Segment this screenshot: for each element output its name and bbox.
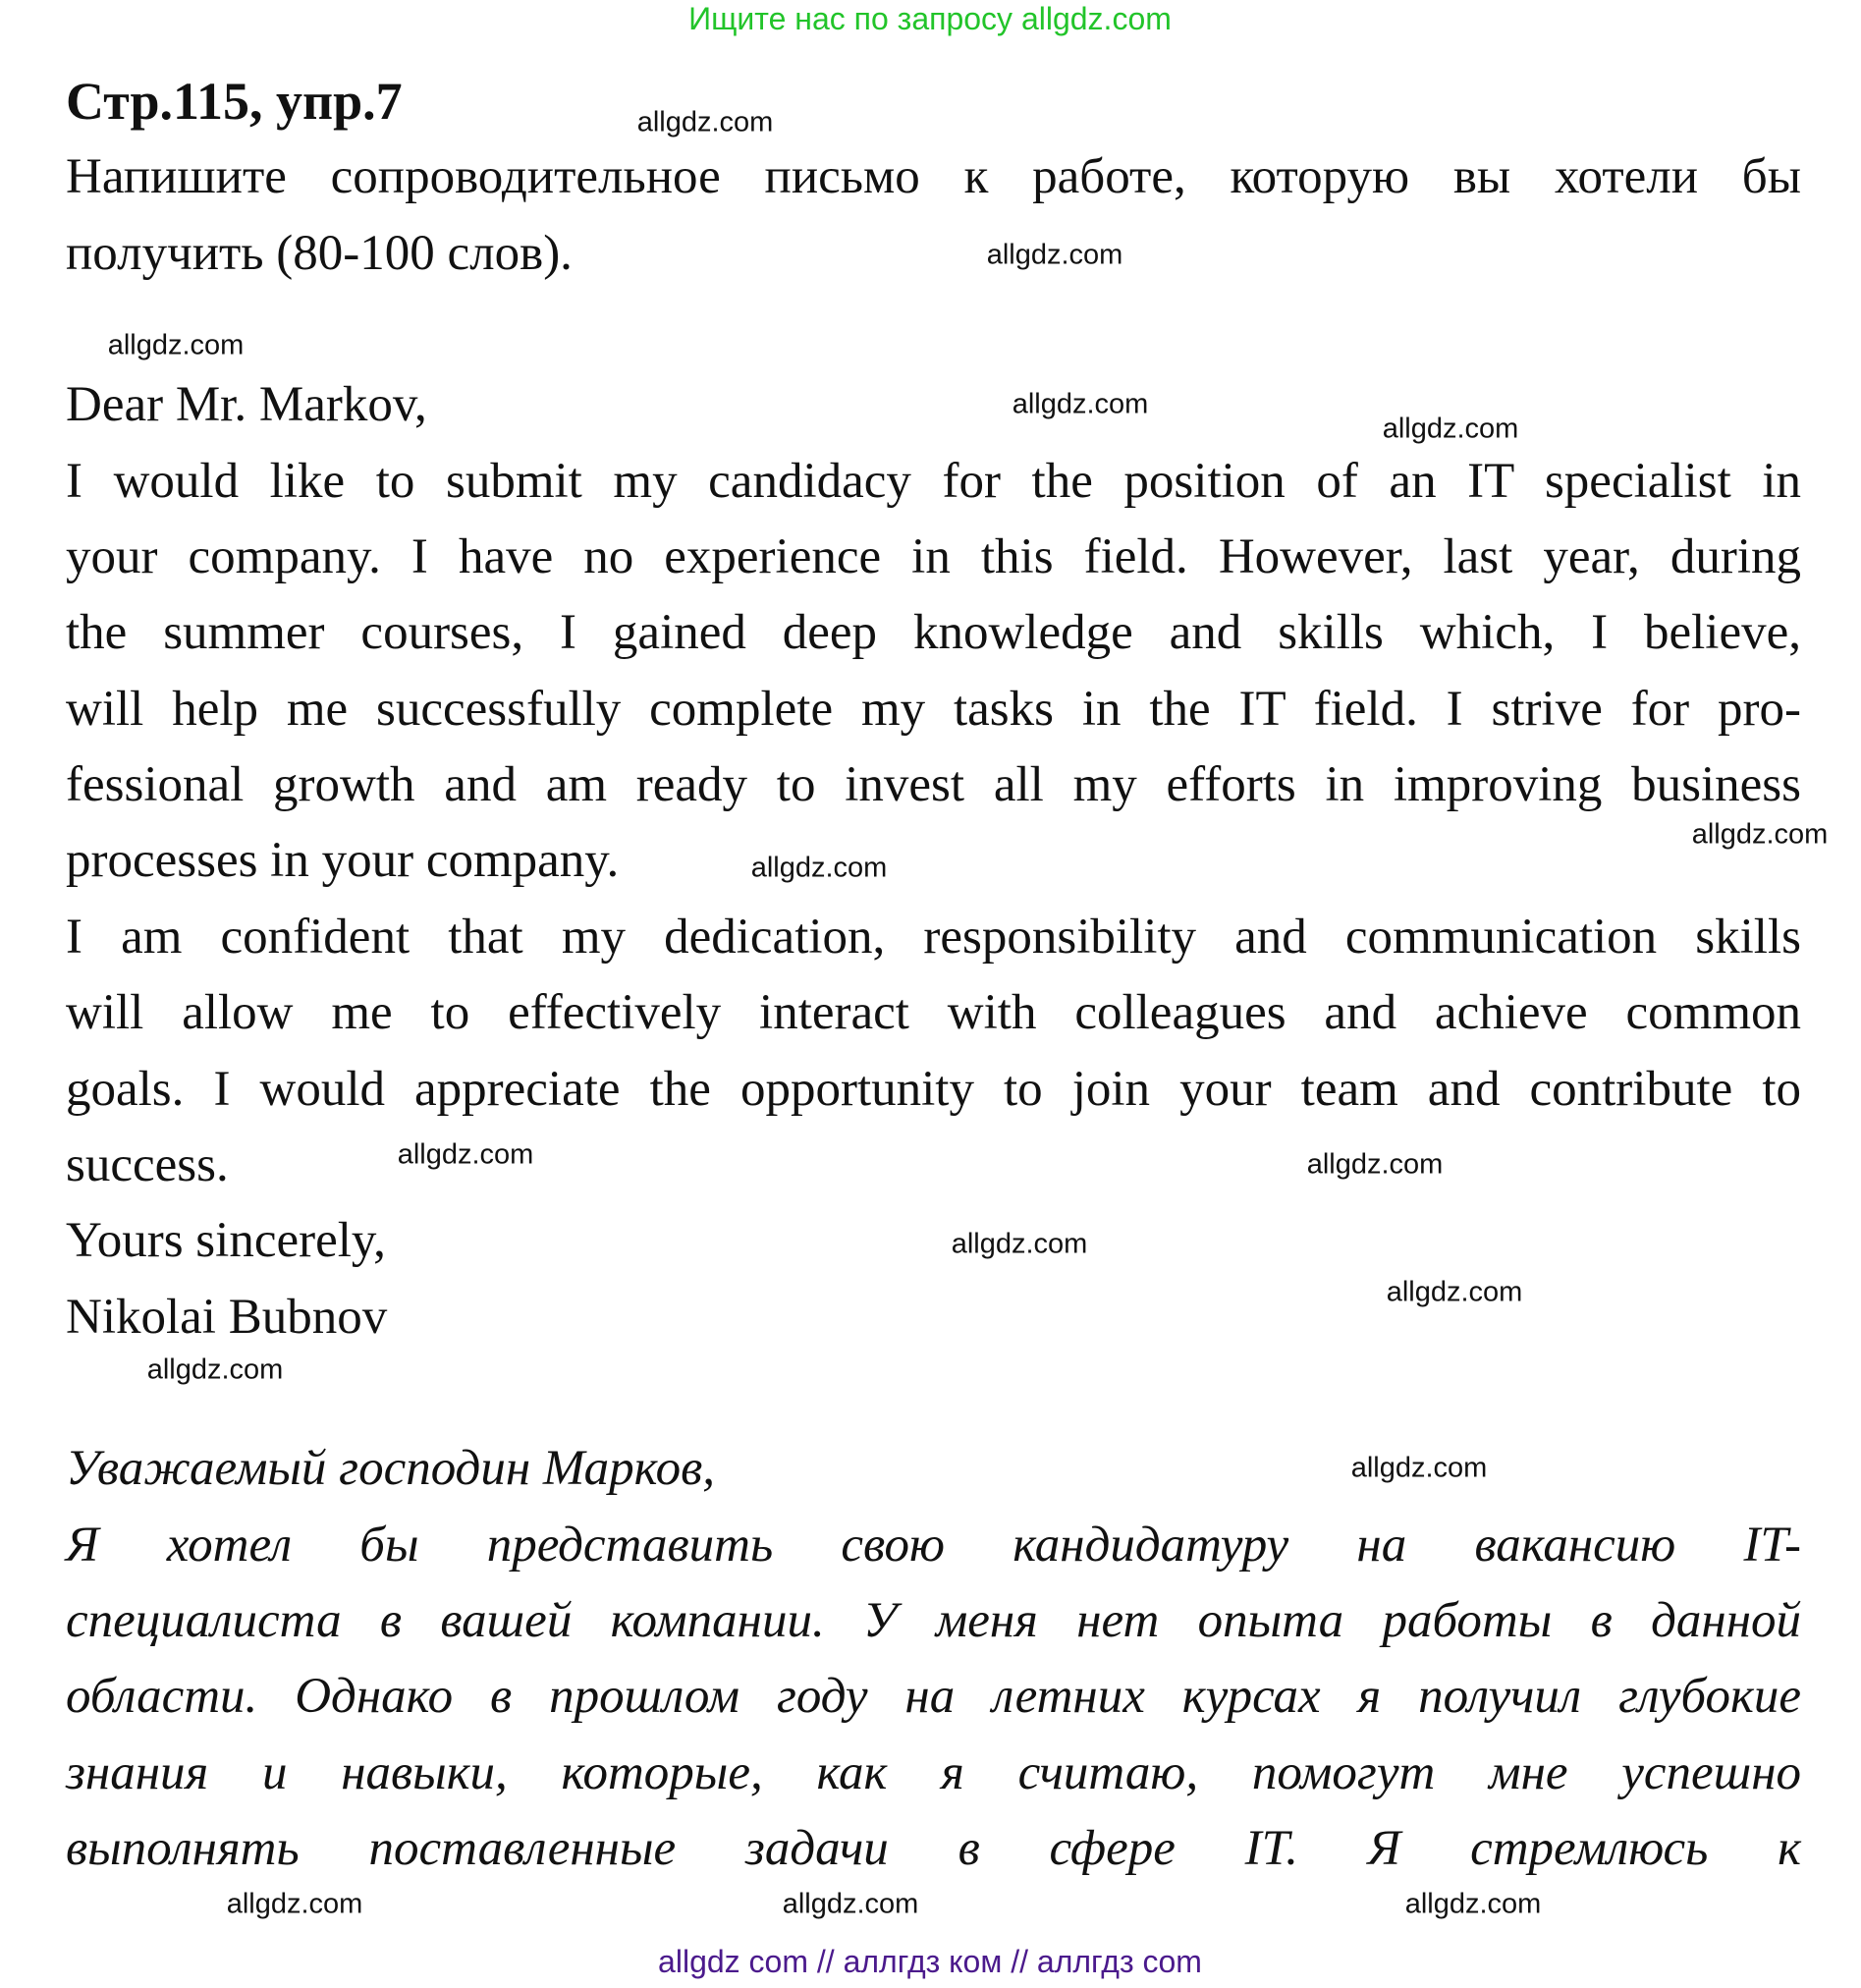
task-line: Напишите сопроводительное письмо к работе, которую вы хотели бы xyxy=(66,149,1801,204)
watermark: allgdz.com xyxy=(226,1888,363,1920)
letter-signature: Nikolai Bubnov xyxy=(66,1290,388,1345)
translation-line: Я хотел бы представить свою кандидатуру на вакансию IT- xyxy=(66,1518,1801,1573)
watermark: allgdz.com xyxy=(1306,1148,1444,1181)
watermark: allgdz.com xyxy=(397,1138,534,1171)
watermark: allgdz.com xyxy=(1386,1276,1523,1308)
translation-line: специалиста в вашей компании. У меня нет опыта работы в данной xyxy=(66,1593,1801,1648)
watermark: allgdz.com xyxy=(1382,413,1519,445)
watermark: allgdz.com xyxy=(636,106,774,138)
task-line: получить (80-100 слов). xyxy=(66,226,573,281)
letter-line: I am confident that my dedication, responsibility and communication skills xyxy=(66,910,1801,965)
letter-line: I would like to submit my candidacy for the position of an IT specialist in xyxy=(66,454,1801,509)
footer-banner-link[interactable]: allgdz com // аллгдз ком // аллгдз com xyxy=(658,1944,1202,1979)
letter-line: will help me successfully complete my tasks in the IT field. I strive for pro- xyxy=(66,682,1801,737)
header-banner-link[interactable]: Ищите нас по запросу allgdz.com xyxy=(688,1,1172,36)
letter-greeting: Dear Mr. Markov, xyxy=(66,377,427,432)
letter-line: will allow me to effectively interact with colleagues and achieve common xyxy=(66,985,1801,1040)
letter-line: goals. I would appreciate the opportunity to join your team and contribute to xyxy=(66,1062,1801,1117)
letter-line: the summer courses, I gained deep knowledge and skills which, I believe, xyxy=(66,605,1801,660)
watermark: allgdz.com xyxy=(986,239,1123,271)
letter-line: your company. I have no experience in this field. However, last year, during xyxy=(66,529,1801,584)
letter-line: fessional growth and am ready to invest all my efforts in improving business xyxy=(66,757,1801,812)
letter-line: success. xyxy=(66,1137,229,1192)
translation-line: знания и навыки, которые, как я считаю, помогут мне успешно xyxy=(66,1745,1801,1800)
watermark: allgdz.com xyxy=(750,852,888,884)
watermark: allgdz.com xyxy=(146,1353,284,1386)
translation-line: области. Однако в прошлом году на летних курсах я получил глубокие xyxy=(66,1669,1801,1724)
watermark: allgdz.com xyxy=(107,329,245,361)
letter-line: processes in your company. xyxy=(66,833,620,888)
watermark: allgdz.com xyxy=(782,1888,919,1920)
letter-closing: Yours sincerely, xyxy=(66,1213,386,1268)
translation-greeting: Уважаемый господин Марков, xyxy=(66,1441,715,1496)
watermark: allgdz.com xyxy=(951,1228,1088,1260)
watermark: allgdz.com xyxy=(1691,818,1829,851)
translation-line: выполнять поставленные задачи в сфере IT. Я стремлюсь к xyxy=(66,1821,1801,1876)
exercise-title: Стр.115, упр.7 xyxy=(66,72,403,131)
watermark: allgdz.com xyxy=(1350,1452,1488,1484)
watermark: allgdz.com xyxy=(1404,1888,1542,1920)
watermark: allgdz.com xyxy=(1012,388,1149,420)
